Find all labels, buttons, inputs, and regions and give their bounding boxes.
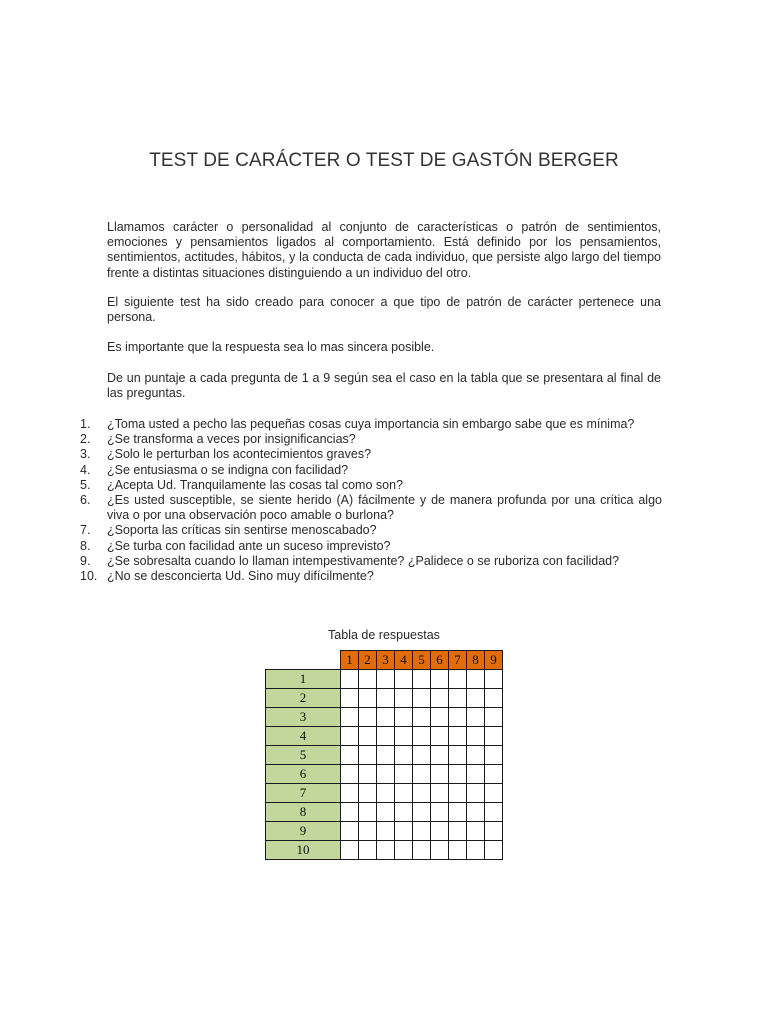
row-header: 6 (266, 765, 341, 784)
table-row (266, 727, 503, 746)
intro-paragraph: Llamamos carácter o personalidad al conjunto de características o patrón de sentimientos, emociones y pensamientos ligados al comportamiento. Está definido por los pensamientos, sentimientos, actitudes, hábitos, y la conducta de cada individuo, que persiste algo largo del tiempo frente a distintas situaciones distinguiendo a un individuo del otro. (107, 220, 661, 280)
answer-cell[interactable] (341, 708, 359, 727)
answer-cell[interactable] (449, 803, 467, 822)
table-row (266, 708, 503, 727)
page-title: TEST DE CARÁCTER O TEST DE GASTÓN BERGER (149, 150, 619, 171)
answer-cell[interactable] (485, 841, 503, 860)
answer-cell[interactable] (467, 708, 485, 727)
answer-cell[interactable] (449, 746, 467, 765)
answer-cell[interactable] (377, 803, 395, 822)
answer-cell[interactable] (341, 841, 359, 860)
answer-cell[interactable] (467, 727, 485, 746)
answer-cell[interactable] (413, 784, 431, 803)
answer-cell[interactable] (395, 746, 413, 765)
question-text: ¿Se transforma a veces por insignificancias? (107, 432, 356, 447)
answer-cell[interactable] (395, 765, 413, 784)
question-number: 2. (80, 432, 91, 447)
question-text: ¿No se desconcierta Ud. Sino muy difícilmente? (107, 569, 374, 584)
table-row (266, 841, 503, 860)
table-row (266, 670, 503, 689)
row-header: 5 (266, 746, 341, 765)
answer-cell[interactable] (431, 765, 449, 784)
column-header: 2 (359, 651, 377, 670)
list-item (80, 417, 662, 432)
answer-cell[interactable] (413, 689, 431, 708)
column-header: 9 (485, 651, 503, 670)
answer-cell[interactable] (377, 689, 395, 708)
answer-table (265, 650, 503, 860)
column-header: 6 (431, 651, 449, 670)
answer-cell[interactable] (413, 708, 431, 727)
answer-cell[interactable] (377, 708, 395, 727)
table-caption: Tabla de respuestas (328, 628, 440, 642)
answer-cell[interactable] (449, 841, 467, 860)
question-text: ¿Solo le perturban los acontecimientos graves? (107, 447, 372, 462)
answer-cell[interactable] (395, 841, 413, 860)
row-header: 10 (266, 841, 341, 860)
instructions-paragraph: De un puntaje a cada pregunta de 1 a 9 según sea el caso en la tabla que se presentara al final de las preguntas. (107, 371, 661, 401)
answer-cell[interactable] (485, 765, 503, 784)
table-row (266, 803, 503, 822)
answer-cell[interactable] (449, 784, 467, 803)
answer-cell[interactable] (449, 670, 467, 689)
answer-cell[interactable] (413, 841, 431, 860)
list-item (80, 478, 662, 493)
row-header: 9 (266, 822, 341, 841)
table-row (266, 784, 503, 803)
list-item (80, 447, 662, 462)
answer-cell[interactable] (413, 765, 431, 784)
list-item (80, 463, 662, 478)
row-header: 8 (266, 803, 341, 822)
answer-cell[interactable] (395, 670, 413, 689)
column-header: 7 (449, 651, 467, 670)
table-header-row (266, 651, 503, 670)
answer-cell[interactable] (359, 841, 377, 860)
question-number: 8. (80, 538, 91, 553)
answer-cell[interactable] (359, 803, 377, 822)
answer-cell[interactable] (341, 822, 359, 841)
answer-cell[interactable] (359, 727, 377, 746)
answer-cell[interactable] (341, 689, 359, 708)
list-item (80, 569, 662, 584)
question-number: 5. (80, 477, 91, 492)
answer-cell[interactable] (467, 803, 485, 822)
question-text: ¿Se turba con facilidad ante un suceso imprevisto? (107, 538, 391, 553)
list-item (80, 432, 662, 447)
table-row (266, 746, 503, 765)
question-number: 9. (80, 553, 91, 568)
column-header: 1 (341, 651, 359, 670)
list-item (80, 539, 662, 554)
table-row (266, 765, 503, 784)
question-number: 3. (80, 447, 91, 462)
answer-cell[interactable] (485, 689, 503, 708)
answer-cell[interactable] (377, 784, 395, 803)
answer-cell[interactable] (467, 822, 485, 841)
answer-cell[interactable] (359, 822, 377, 841)
answer-cell[interactable] (377, 746, 395, 765)
question-number: 10. (80, 569, 98, 584)
question-number: 6. (80, 493, 91, 508)
answer-cell[interactable] (467, 765, 485, 784)
answer-cell[interactable] (395, 822, 413, 841)
answer-cell[interactable] (359, 689, 377, 708)
answer-cell[interactable] (395, 803, 413, 822)
answer-cell[interactable] (359, 784, 377, 803)
answer-cell[interactable] (413, 746, 431, 765)
answer-cell[interactable] (395, 708, 413, 727)
answer-cell[interactable] (377, 765, 395, 784)
column-header: 8 (467, 651, 485, 670)
answer-cell[interactable] (413, 822, 431, 841)
answer-cell[interactable] (449, 822, 467, 841)
answer-cell[interactable] (395, 727, 413, 746)
answer-cell[interactable] (341, 746, 359, 765)
column-header: 3 (377, 651, 395, 670)
row-header: 4 (266, 727, 341, 746)
answer-cell[interactable] (431, 803, 449, 822)
answer-cell[interactable] (377, 727, 395, 746)
answer-cell[interactable] (341, 803, 359, 822)
answer-cell[interactable] (413, 670, 431, 689)
row-header: 3 (266, 708, 341, 727)
answer-cell[interactable] (485, 670, 503, 689)
answer-cell[interactable] (359, 765, 377, 784)
answer-cell[interactable] (359, 708, 377, 727)
row-header: 1 (266, 670, 341, 689)
answer-cell[interactable] (467, 746, 485, 765)
table-corner (266, 651, 341, 670)
answer-cell[interactable] (485, 746, 503, 765)
answer-cell[interactable] (431, 708, 449, 727)
answer-cell[interactable] (377, 670, 395, 689)
question-text: ¿Soporta las críticas sin sentirse menoscabado? (107, 523, 377, 538)
answer-cell[interactable] (377, 841, 395, 860)
answer-cell[interactable] (485, 727, 503, 746)
answer-cell[interactable] (431, 784, 449, 803)
answer-cell[interactable] (485, 708, 503, 727)
question-number: 7. (80, 523, 91, 538)
table-row (266, 689, 503, 708)
row-header: 2 (266, 689, 341, 708)
answer-cell[interactable] (395, 689, 413, 708)
answer-cell[interactable] (467, 689, 485, 708)
question-list (80, 417, 662, 584)
list-item (80, 493, 662, 523)
sincerity-paragraph: Es importante que la respuesta sea lo mas sincera posible. (107, 340, 435, 354)
answer-cell[interactable] (467, 841, 485, 860)
answer-cell[interactable] (449, 689, 467, 708)
row-header: 7 (266, 784, 341, 803)
question-text: ¿Acepta Ud. Tranquilamente las cosas tal como son? (107, 477, 403, 492)
answer-cell[interactable] (341, 670, 359, 689)
answer-cell[interactable] (449, 765, 467, 784)
list-item (80, 523, 662, 538)
answer-cell[interactable] (431, 822, 449, 841)
answer-cell[interactable] (341, 765, 359, 784)
question-number: 4. (80, 462, 91, 477)
answer-cell[interactable] (467, 784, 485, 803)
purpose-paragraph: El siguiente test ha sido creado para conocer a que tipo de patrón de carácter pertenece una persona. (107, 295, 661, 325)
answer-cell[interactable] (359, 746, 377, 765)
question-number: 1. (80, 417, 91, 431)
answer-cell[interactable] (395, 784, 413, 803)
column-header: 5 (413, 651, 431, 670)
answer-cell[interactable] (431, 727, 449, 746)
column-header: 4 (395, 651, 413, 670)
answer-cell[interactable] (341, 784, 359, 803)
answer-cell[interactable] (377, 822, 395, 841)
answer-cell[interactable] (413, 727, 431, 746)
answer-cell[interactable] (431, 841, 449, 860)
answer-cell[interactable] (359, 670, 377, 689)
list-item (80, 554, 662, 569)
question-text: ¿Es usted susceptible, se siente herido (A) fácilmente y de manera profunda por una crítica algo viva o por una observación poco amable o burlona? (107, 493, 662, 523)
answer-cell[interactable] (431, 670, 449, 689)
answer-cell[interactable] (431, 746, 449, 765)
table-row (266, 822, 503, 841)
answer-cell[interactable] (449, 727, 467, 746)
answer-cell[interactable] (467, 670, 485, 689)
question-text: ¿Se sobresalta cuando lo llaman intempestivamente? ¿Palidece o se ruboriza con facilidad? (107, 553, 620, 568)
answer-cell[interactable] (431, 689, 449, 708)
answer-cell[interactable] (485, 822, 503, 841)
answer-cell[interactable] (485, 803, 503, 822)
question-text: ¿Se entusiasma o se indigna con facilidad? (107, 462, 349, 477)
answer-cell[interactable] (449, 708, 467, 727)
answer-cell[interactable] (413, 803, 431, 822)
answer-cell[interactable] (485, 784, 503, 803)
question-text: ¿Toma usted a pecho las pequeñas cosas cuya importancia sin embargo sabe que es mínima? (107, 417, 635, 431)
answer-cell[interactable] (341, 727, 359, 746)
